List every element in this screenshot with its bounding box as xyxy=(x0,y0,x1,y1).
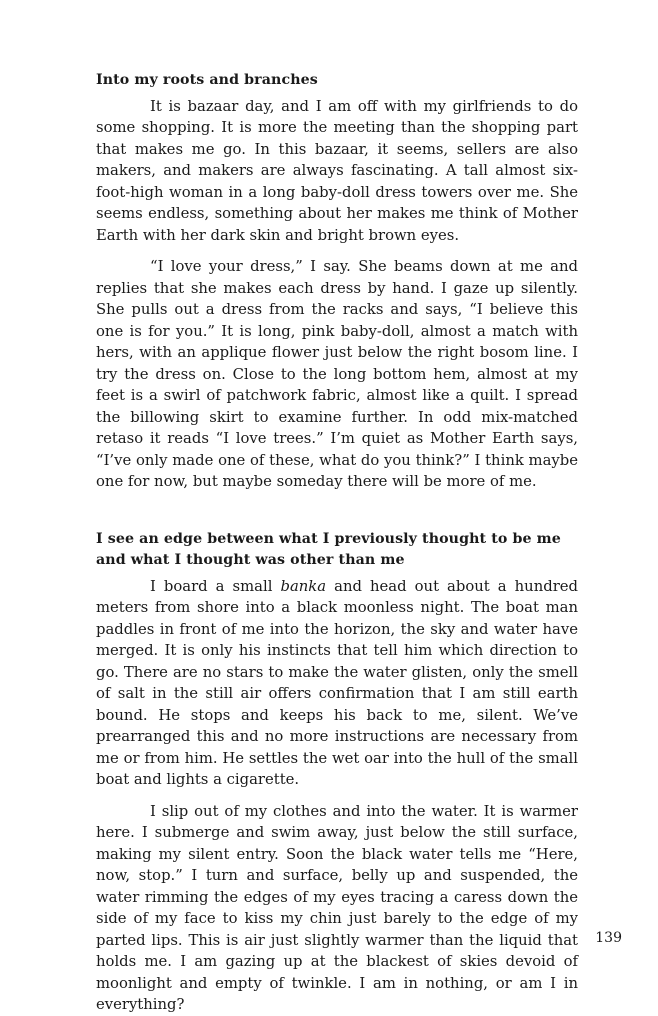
section-spacer xyxy=(96,503,578,529)
italic-word-banka: banka xyxy=(280,577,327,595)
paragraph-banka-start: I board a small xyxy=(150,577,281,595)
section-heading-edge: I see an edge between what I previously thought to be me and what I thought was other than me xyxy=(96,530,561,568)
paragraph-bazaar: It is bazaar day, and I am off with my girlfriends to do some shopping. It is more the meeting than the shopping part that makes me go. In this bazaar, it seems, sellers are also makers, and makers are always fascinating. A tall almost six-foot-high woman in a long baby-doll dress towers over me. She seems endless, something about her makes me think of Mother Earth with her dark skin and bright brown eyes. xyxy=(96,97,578,244)
paragraph-dress: “I love your dress,” I say. She beams down at me and replies that she makes each dress by hand. I gaze up silently. She pulls out a dress from the racks and says, “I believe this one is for you.” It is long, pink baby-doll, almost a match with hers, with an applique flower just below the right bosom line. I try the dress on. Close to the long bottom hem, almost at my feet is a swirl of patchwork fabric, almost like a quilt. I spread the billowing skirt to examine further. In odd mix-matched retaso it reads “I love trees.” I’m quiet as Mother Earth says, “I’ve only made one of these, what do you think?” I think maybe one for now, but maybe someday there will be more of me. xyxy=(96,258,578,490)
paragraph-banka xyxy=(96,576,578,791)
page-number: 139 xyxy=(595,930,622,946)
section-heading-roots: Into my roots and branches xyxy=(96,72,318,88)
paragraph-banka-rest: and head out about a hundred meters from shore into a black moonless night. The boat man paddles in front of me into the horizon, the sky and water have merged. It is only his instincts that tell him which direction to go. There are no stars to make the water glisten, only the smell of salt in the still air offers confirmation that I am still earth bound. He stops and keeps his back to me, silent. We’ve prearranged this and no more instructions are necessary from me or from him. He settles the wet oar into the hull of the small boat and lights a cigarette. xyxy=(96,577,578,788)
paragraph-water: I slip out of my clothes and into the water. It is warmer here. I submerge and swim away, just below the still surface, making my silent entry. Soon the black water tells me “Here, now, stop.” I turn and surface, belly up and suspended, the water rimming the edges of my eyes tracing a caress down the side of my face to kiss my chin just barely to the edge of my parted lips. This is air just slightly warmer than the liquid that holds me. I am gazing up at the blackest of skies devoid of moonlight and empty of twinkle. I am in nothing, or am I in everything? xyxy=(96,802,578,1013)
